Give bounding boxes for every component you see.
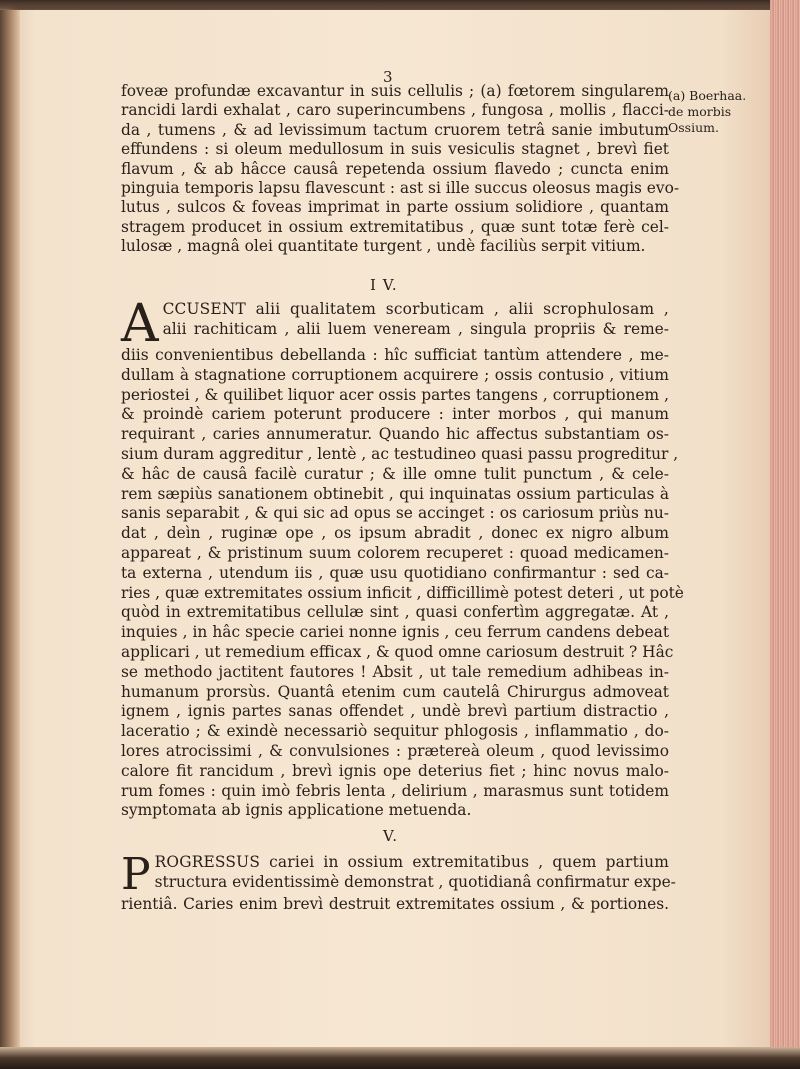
text-line: se methodo jactitent fautores ! Absit , ut tale remedium adhibeas in- [121, 662, 669, 681]
bottom-edge [0, 1047, 800, 1069]
margin-note-line: de morbis [668, 104, 732, 119]
text-line: ROGRESSUS cariei in ossium extremitatibus , quem partium [154, 853, 669, 871]
text-line: & hâc de causâ facilè curatur ; & ille omne tulit punctum , & cele- [121, 464, 669, 483]
text-line: ignem , ignis partes sanas offendet , undè brevì partium distractio , [121, 702, 669, 721]
text-line: stragem producet in ossium extremitatibus , quæ sunt totæ ferè cel- [121, 217, 669, 236]
text-line: rientiâ. Caries enim brevì destruit extremitates ossium , & portiones. [121, 895, 669, 913]
text-line: pinguia temporis lapsu flavescunt : ast si ille succus oleosus magis evo- [121, 179, 680, 198]
paragraph-2 [121, 294, 684, 821]
text-line: laceratio ; & exindè necessariò sequitur phlogosis , inflammatio , do- [121, 722, 669, 741]
text-line: dat , deìn , ruginæ ope , os ipsum abradit , donec ex nigro album [121, 524, 669, 543]
text-line: periostei , & quilibet liquor acer ossis partes tangens , corruptionem , [121, 385, 669, 404]
text-line: applicari , ut remedium efficax , & quod omne cariosum destruit ? Hâc [121, 642, 674, 661]
text-line: foveæ profundæ excavantur in suis cellulis ; (a) fœtorem singularem [121, 82, 669, 100]
text-line: structura evidentissimè demonstrat , quotidianâ confirmatur expe- [154, 872, 676, 891]
margin-note-line: Ossium. [668, 120, 719, 135]
section-heading-v: V. [383, 827, 398, 845]
text-line: CCUSENT alii qualitatem scorbuticam , alii scrophulosam , [162, 300, 669, 318]
text-line: sanis separabit , & qui sic ad opus se accinget : os cariosum priùs nu- [121, 504, 669, 523]
margin-note [668, 88, 748, 136]
text-line: flavum , & ab hâcce causâ repetenda ossium flavedo ; cuncta enim [121, 159, 669, 178]
text-line: effundens : si oleum medullosum in suis vesiculis stagnet , brevì fiet [121, 140, 669, 159]
text-line: inquies , in hâc specie cariei nonne ignis , ceu ferrum candens debeat [121, 623, 669, 642]
page-number: 3 [383, 68, 393, 86]
drop-cap: A [121, 294, 159, 354]
text-line: humanum prorsùs. Quantâ etenim cum cautelâ Chirurgus admoveat [121, 682, 669, 701]
text-line: ta externa , utendum iis , quæ usu quotidiano confirmantur : sed ca- [121, 563, 669, 582]
drop-cap: P [121, 849, 151, 900]
text-line: rem sæpiùs sanationem obtinebit , qui inquinatas ossium particulas à [121, 484, 669, 503]
text-line: diis convenientibus debellanda : hîc sufficiat tantùm attendere , me- [121, 346, 669, 364]
page-stack-edge [770, 0, 800, 1069]
paragraph-3 [121, 849, 676, 915]
text-line: dullam à stagnatione corruptionem acquirere ; ossis contusio , vitium [121, 365, 669, 384]
left-gutter-edge [0, 10, 20, 1050]
text-line: sium duram aggreditur , lentè , ac testudineo quasi passu progreditur , [121, 444, 679, 463]
text-line: lulosæ , magnâ olei quantitate turgent , undè faciliùs serpit vitium. [121, 237, 646, 256]
section-heading-iv: I V. [370, 276, 398, 294]
text-line: alii rachiticam , alii luem veneream , singula propriis & reme- [162, 319, 669, 338]
text-line: ries , quæ extremitates ossium inficit , difficillimè potest deteri , ut potè [121, 583, 684, 602]
text-line: calore fit rancidum , brevì ignis ope deterius fiet ; hinc novus malo- [121, 761, 669, 780]
text-line: symptomata ab ignis applicatione metuenda. [121, 801, 472, 820]
text-line: & proindè cariem poterunt producere : inter morbos , qui manum [121, 405, 669, 424]
text-line: lutus , sulcos & foveas imprimat in parte ossium solidiore , quantam [121, 198, 669, 217]
margin-note-line: (a) Boerhaa. [668, 88, 747, 103]
text-line: requirant , caries annumeratur. Quando hic affectus substantiam os- [121, 425, 669, 444]
text-line: lores atrocissimi , & convulsiones : prætereà oleum , quod levissimo [121, 741, 669, 760]
text-line: appareat , & pristinum suum colorem recuperet : quoad medicamen- [121, 543, 669, 562]
text-line: da , tumens , & ad levissimum tactum cruorem tetrâ sanie imbutum [121, 120, 669, 139]
paragraph-1 [121, 82, 680, 257]
text-line: quòd in extremitatibus cellulæ sint , quasi confertìm aggregatæ. At , [121, 603, 669, 622]
text-line: rancidi lardi exhalat , caro superincumbens , fungosa , mollis , flacci- [121, 101, 669, 120]
text-line: rum fomes : quin imò febris lenta , delirium , marasmus sunt totidem [121, 781, 669, 800]
